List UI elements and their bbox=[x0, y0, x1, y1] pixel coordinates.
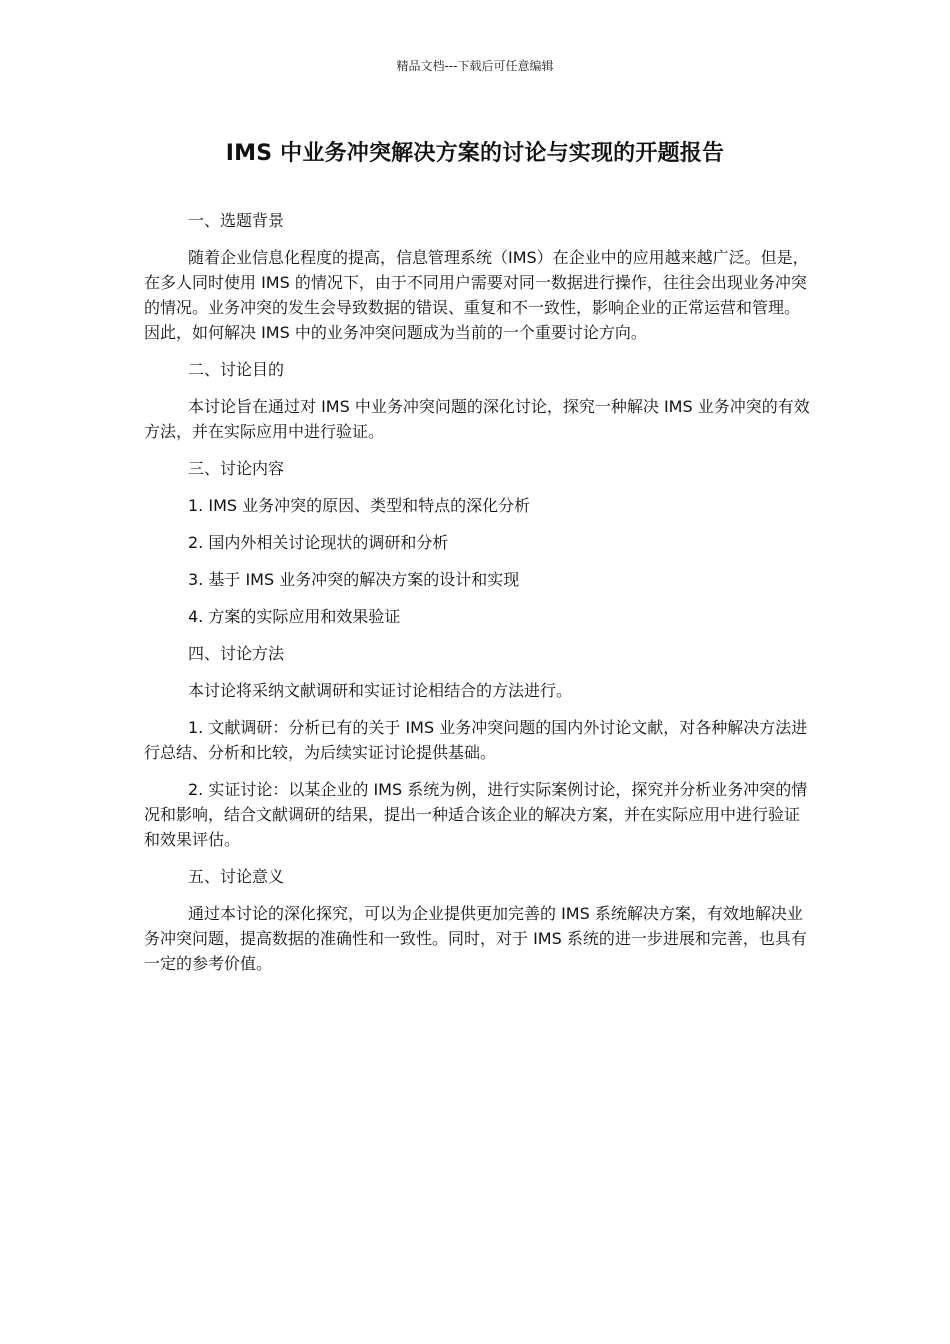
document-body bbox=[144, 208, 810, 988]
content-item: 2. 国内外相关讨论现状的调研和分析 bbox=[188, 533, 449, 552]
content-item: 4. 方案的实际应用和效果验证 bbox=[188, 607, 401, 626]
method-intro: 本讨论将采纳文献调研和实证讨论相结合的方法进行。 bbox=[188, 681, 573, 700]
purpose-paragraph: 本讨论旨在通过对 IMS 中业务冲突问题的深化讨论，探究一种解决 IMS 业务冲突的有效方法，并在实际应用中进行验证。 bbox=[144, 397, 810, 441]
section-heading-background: 一、选题背景 bbox=[188, 211, 285, 230]
method-empirical: 2. 实证讨论：以某企业的 IMS 系统为例，进行实际案例讨论，探究并分析业务冲突的情况和影响，结合文献调研的结果，提出一种适合该企业的解决方案，并在实际应用中进行验证和效果评估。 bbox=[144, 780, 808, 849]
document-title: IMS 中业务冲突解决方案的讨论与实现的开题报告 bbox=[225, 141, 725, 166]
significance-paragraph: 通过本讨论的深化探究，可以为企业提供更加完善的 IMS 系统解决方案，有效地解决业务冲突问题，提高数据的准确性和一致性。同时，对于 IMS 系统的进一步进展和完善，也具有一定的参考价值。 bbox=[144, 904, 807, 973]
section-heading-significance: 五、讨论意义 bbox=[188, 867, 285, 886]
section-heading-content: 三、讨论内容 bbox=[188, 459, 285, 478]
method-literature: 1. 文献调研：分析已有的关于 IMS 业务冲突问题的国内外讨论文献，对各种解决方法进行总结、分析和比较，为后续实证讨论提供基础。 bbox=[144, 718, 808, 762]
background-paragraph: 随着企业信息化程度的提高，信息管理系统（IMS）在企业中的应用越来越广泛。但是，在多人同时使用 IMS 的情况下，由于不同用户需要对同一数据进行操作，往往会出现业务冲突的情况。业务冲突的发生会导致数据的错误、重复和不一致性，影响企业的正常运营和管理。因此，如何解决 IMS 中的业务冲突问题成为当前的一个重要讨论方向。 bbox=[144, 248, 809, 342]
page-header: 精品文档---下载后可任意编辑 bbox=[396, 59, 554, 73]
section-heading-purpose: 二、讨论目的 bbox=[188, 360, 285, 379]
content-item: 3. 基于 IMS 业务冲突的解决方案的设计和实现 bbox=[188, 570, 520, 589]
section-heading-method: 四、讨论方法 bbox=[188, 644, 285, 663]
content-item: 1. IMS 业务冲突的原因、类型和特点的深化分析 bbox=[188, 496, 531, 515]
